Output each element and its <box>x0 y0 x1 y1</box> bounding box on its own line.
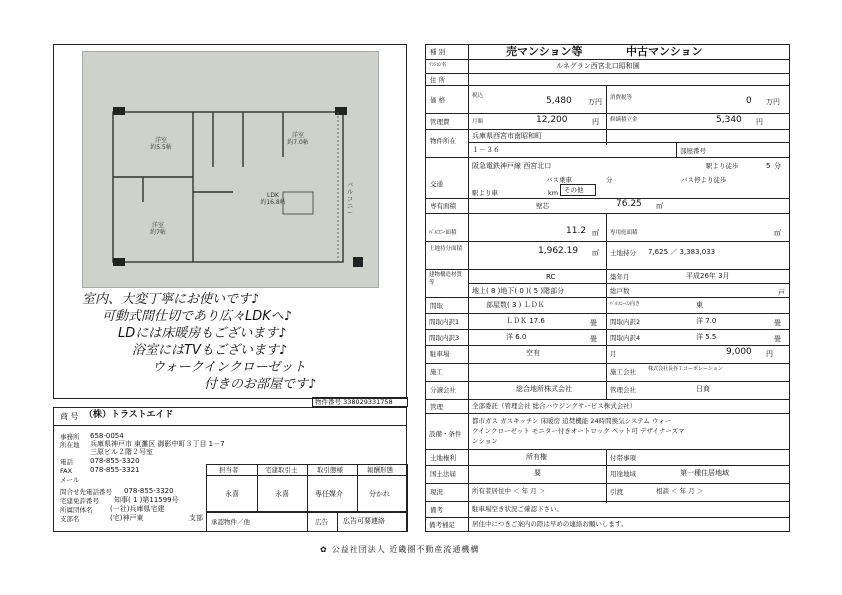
footer <box>320 537 480 554</box>
floorplan-room-3: 洋室 約7帖 <box>150 222 166 236</box>
promo-line-6: 付きのお部屋です♪ <box>204 377 317 392</box>
shogo-label: 商 号 <box>60 412 79 421</box>
floorplan-balcony: バルコニー <box>346 182 353 217</box>
type-label: 売マンション等 <box>506 45 583 58</box>
promo-line-3: LDには床暖房もございます♪ <box>118 326 287 341</box>
doc-number: 物件番号 338029331758 <box>312 397 408 407</box>
floorplan-frame <box>53 44 407 399</box>
floorplan-drawing <box>83 52 378 287</box>
org-logo-icon: ✿ <box>320 545 327 554</box>
promo-line-2: 可動式間仕切であり広々LDKへ♪ <box>102 309 293 324</box>
floorplan-image <box>82 51 379 288</box>
promo-line-1: 室内、大変丁寧にお使いです♪ <box>82 292 260 307</box>
floorplan-room-2: 洋室 約7.0帖 <box>287 132 309 146</box>
promo-line-4: 浴室にはTVもございます♪ <box>132 343 288 358</box>
property-table: 種 別 売マンション等 中古マンション ﾏﾝｼｮﾝ名 ルネグラン西宮北口昭和園 住 所 価 格 税込 5,480 万円 消費税等 0 万円 管理費 月額 12,200 円 修繕積立金 5,340 円 物件所在 兵庫県西宮市南昭和町 １－３６ 部屋番号 交通 阪急電鉄神戸線 西宮北口 駅より徒歩 5 分 バス乗車 分 バス停より徒歩 駅より車 km その他 専有面積 壁芯 76.25 ㎡ ﾊﾞﾙｺﾆｰ面積 11.2 ㎡ 専用庭面積 ㎡ 土地持分面積 1,962.19 ㎡ 土地持分 7,625 ／ 3,383,033 建物構造材質等 RC 築年月 平成26年 3月 地上( 8 )地下( 0 )( 5 )階部分 総戸数 戸 間取 部屋数( 3 ) ＬＤＫ ﾊﾞﾙｺﾆｰの向き 東 間取内訳1 ＬＤＫ 17.6 畳 間取内訳2 洋 7.0 畳 間取内訳3 洋 6.0 畳 間取内訳4 洋 5.5 畳 駐車場 空有 月 9,000 円 施工 施工会社 株式会社長谷工コーポレーション 分譲会社 総合地所株式会社 管理会社 日商 管理 全部委託（管理会社 総合ハウジングサービス株式会社） 設備・条件 都市ガス ガスキッチン 床暖房 追焚機能 24時間換気システム ウォー クインクローゼット モニター付きオートロック ペット可 デザイナーズマ ンション 土地権利 所有権 付帯事項 国土法届 要 用途地域 第一種住居地域 現況 所有者居住中 ＜ 年 月 ＞ 引渡 相談 ＜ 年 月 ＞ 備考 駐車場空き状況ご確認下さい。 備考補足 居住中につきご案内の際は早めの連絡お願いします。 <box>425 44 790 532</box>
company-name: （株）トラストエイド <box>84 410 174 420</box>
agent-table: 担当者 宅建取引士 取引態様 報酬形態 永喜 永喜 専任媒介 分かれ <box>206 464 408 512</box>
price-value: 5,480 <box>546 96 572 106</box>
company-block: 商 号 （株）トラストエイド 事務所 658-0054 所在地 兵庫県神戸市 東灘区 御影中町３丁目 1－7 三原ビル２階２号室 電話 078-855-3320 FAX 078-855-3321 メール 問合せ先電話番号 078-855-3320 宅建免許番号 知事( 1 )第11599号 所属団体名 (一社)兵庫県宅建 支部名 (宅)神戸東 支部 担当者 宅建取引士 取引態様 報酬形態 永喜 永喜 専任媒介 分かれ 承認物件／他 広告 広告可要連絡 <box>53 407 407 532</box>
building-name: ルネグラン西宮北口昭和園 <box>556 62 640 70</box>
subtype-label: 中古マンション <box>626 45 703 58</box>
floorplan-ldk: LDK 約16.8帖 <box>260 192 286 206</box>
footer-org: 公益社団法人 近畿圏不動産流通機構 <box>331 545 480 554</box>
promo-line-5: ウォークインクローゼット <box>152 360 307 375</box>
floorplan-room-1: 洋室 約5.5帖 <box>150 137 172 151</box>
